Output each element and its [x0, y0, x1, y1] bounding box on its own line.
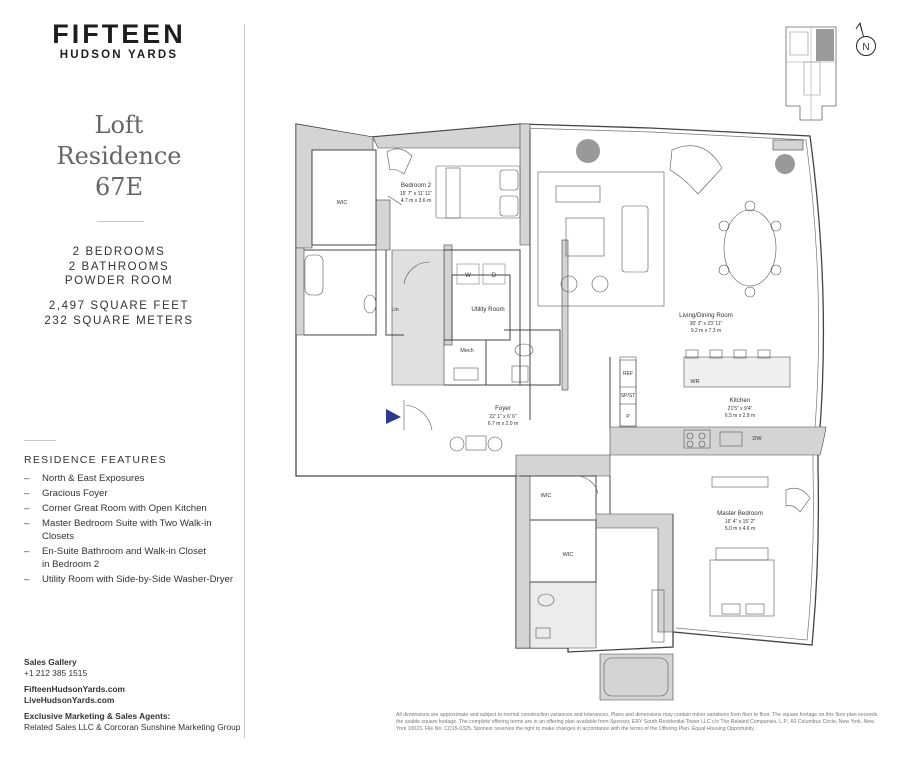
brand-sub: HUDSON YARDS [59, 49, 179, 61]
title-rule [97, 221, 144, 222]
residence-title [24, 110, 214, 203]
feature-item: – En-Suite Bathroom and Walk-in Closet in Bedroom 2 [24, 546, 206, 570]
feature-item: – Utility Room with Side-by-Side Washer-Dryer [24, 574, 234, 585]
room-dim-m-bedroom2: 4.7 m x 3.6 m [400, 198, 432, 204]
room-dim-m-living: 9.2 m x 7.3 m [690, 328, 722, 334]
toilet-icon [364, 295, 376, 313]
key-plan [786, 27, 836, 120]
room-name-wic-master-2: WIC [562, 552, 574, 558]
website-link[interactable]: FifteenHudsonYards.com [24, 684, 125, 694]
room-name-foyer: Foyer [495, 405, 511, 412]
features-list [24, 472, 242, 588]
room-dim-kitchen: 21'5" x 9'4" [727, 406, 753, 412]
floor-plan [252, 18, 892, 708]
room-dim-m-foyer: 6.7 m x 2.0 m [487, 421, 519, 427]
bathtub [305, 255, 323, 295]
legal-disclaimer: All dimensions are approximate and subject to normal construction variances and tolerances. Plans and dimensions may contain minor variations from floor to floor. The square footage on this floor plan exceeds the usable square footage. The complete offering terms are in an offering plan available from Sponsor, ERY South Residential Tower LLC c/o The Related Companies, L.P., 60 Columbus Circle, New York, New York 10023. File No. CD15-0325. Sponsor reserves the right to make changes in accordance with the terms of the Offering Plan. Equal Housing Opportunity. [396, 712, 878, 732]
exterior-wall [296, 124, 823, 652]
residence-title-line2: Residence [56, 142, 182, 170]
spst-label: SP/ST [620, 393, 636, 399]
contact-info [24, 657, 242, 733]
brand-logo [24, 20, 214, 61]
bedroom-count: 2 BEDROOMS [72, 246, 166, 258]
phone-number[interactable]: +1 212 385 1515 [24, 668, 88, 678]
square-meters: 232 SQUARE METERS [44, 314, 194, 327]
room-dim-m-master: 5.0 m x 4.6 m [724, 526, 756, 532]
key-plan-unit-highlight [816, 29, 834, 61]
brand-name: FIFTEEN [52, 19, 186, 49]
feature-item: – Corner Great Room with Open Kitchen [24, 503, 207, 514]
feature-item: – North & East Exposures [24, 473, 145, 484]
room-name-master: Master Bedroom [717, 510, 763, 517]
room-name-utility: Utility Room [471, 306, 505, 313]
kitchen-island [684, 357, 790, 387]
vertical-divider [244, 24, 245, 738]
room-dim-bedroom2: 15' 7" x 11' 11" [399, 191, 433, 197]
compass-label: N [862, 42, 870, 53]
dryer-label: D [491, 273, 497, 279]
bed-bedroom2 [436, 166, 520, 218]
bed-master [710, 560, 774, 616]
room-dim-master: 16' 4" x 15' 2" [724, 519, 756, 525]
residence-title-line1: Loft [94, 111, 144, 139]
room-dim-living: 30' 3" x 23' 11" [689, 321, 723, 327]
feature-item: – Master Bedroom Suite with Two Walk-in Closets [24, 518, 212, 542]
powder-room: POWDER ROOM [64, 275, 174, 287]
website-link-2[interactable]: LiveHudsonYards.com [24, 695, 115, 705]
room-counts [24, 245, 214, 289]
wr-label: WR [690, 379, 700, 385]
interior-walls [304, 130, 673, 632]
room-name-linen: Lin [391, 307, 399, 313]
agents-names: Related Sales LLC & Corcoran Sunshine Marketing Group [24, 722, 241, 732]
room-dim-m-kitchen: 6.5 m x 2.9 m [724, 413, 756, 419]
room-name-wic-master-1: WIC [540, 493, 552, 499]
sofa-icon [622, 206, 648, 272]
dw-label: DW [752, 436, 762, 442]
north-arrow-icon [856, 23, 876, 56]
feature-item: – Gracious Foyer [24, 488, 108, 499]
ref-label: REF [623, 371, 633, 377]
agents-label: Exclusive Marketing & Sales Agents: [24, 711, 171, 721]
room-name-wic-bedroom2: WIC [336, 200, 348, 206]
room-name-kitchen: Kitchen [729, 397, 751, 404]
dining-table [724, 210, 776, 286]
square-feet: 2,497 SQUARE FEET [48, 300, 190, 312]
room-dim-foyer: 22' 1" x 6' 6" [489, 414, 517, 420]
features-title: RESIDENCE FEATURES [24, 454, 167, 466]
room-name-living: Living/Dining Room [679, 312, 733, 319]
area-stats [24, 299, 214, 328]
pantry-label: P [626, 414, 630, 420]
entry-arrow-icon [386, 409, 401, 424]
living-rug [538, 172, 664, 306]
sales-gallery-label: Sales Gallery [24, 657, 77, 667]
piano-icon [670, 146, 722, 194]
features-rule [24, 440, 56, 441]
room-name-bedroom2: Bedroom 2 [400, 182, 432, 189]
dresser [712, 477, 768, 487]
residence-title-line3: 67E [94, 173, 144, 201]
room-name-mech: Mech [460, 348, 474, 354]
chair-icon [387, 149, 412, 174]
washer-label: W [465, 273, 471, 279]
bathroom-count: 2 BATHROOMS [68, 260, 170, 273]
